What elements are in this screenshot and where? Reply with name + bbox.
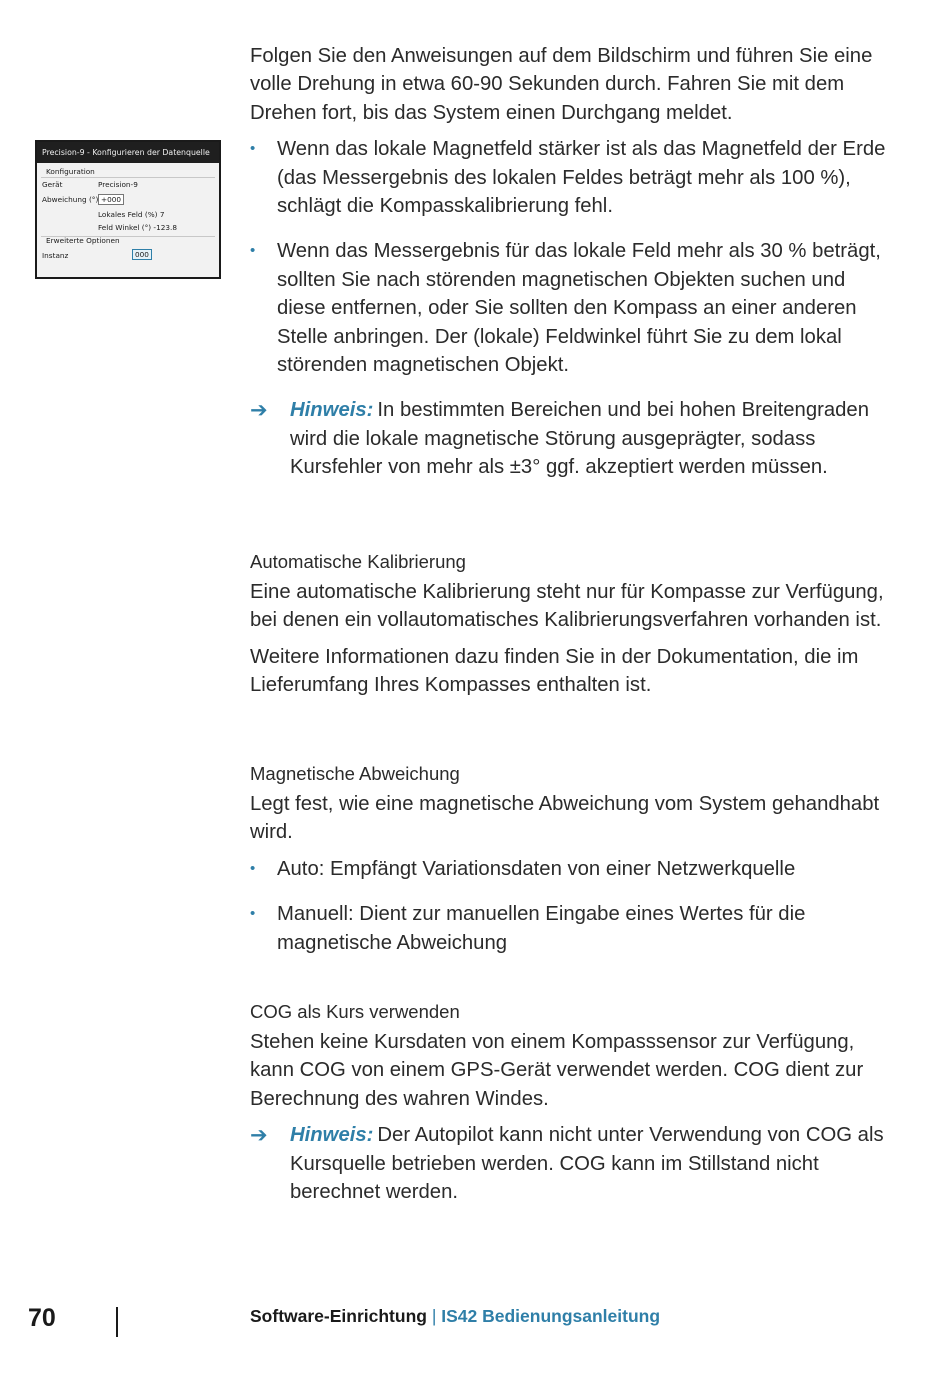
- arrow-right-icon: ➔: [250, 398, 268, 423]
- instance-input[interactable]: 000: [132, 249, 152, 260]
- list-item: • Wenn das lokale Magnetfeld stärker ist als das Magnetfeld der Erde (das Messergebnis des lokalen Feldes beträgt mehr als 100 %), schlägt die Kompasskalibrierung fehl.: [250, 135, 898, 220]
- auto-cal-paragraph-1: Eine automatische Kalibrierung steht nur für Kompasse zur Verfügung, bei denen ein vollautomatisches Kalibrierungsverfahren vorhanden ist.: [250, 581, 884, 632]
- note-block: [250, 1121, 898, 1206]
- local-field-readout: Lokales Feld (%) 7: [98, 210, 165, 219]
- cog-section: [250, 1000, 898, 1214]
- magnetic-variation-section: [250, 762, 898, 974]
- deviation-input[interactable]: +000: [98, 194, 124, 205]
- deviation-label: Abweichung (°): [42, 195, 99, 204]
- instance-label: Instanz: [42, 251, 69, 260]
- auto-calibration-section: [250, 550, 898, 708]
- note-label: Hinweis:: [290, 399, 374, 422]
- intro-paragraph: Folgen Sie den Anweisungen auf dem Bildschirm und führen Sie eine volle Drehung in etwa 60-90 Sekunden durch. Fahren Sie mit dem Drehen fort, bis das System einen Durchgang meldet.: [250, 45, 873, 124]
- dialog-divider: [41, 177, 215, 178]
- note-label: Hinweis:: [290, 1124, 374, 1147]
- dialog-section-configuration: Konfiguration: [46, 167, 95, 176]
- arrow-right-icon: ➔: [250, 1123, 268, 1148]
- footer-divider: [116, 1307, 118, 1337]
- section-heading: Magnetische Abweichung: [250, 763, 460, 784]
- page-number: 70: [28, 1304, 56, 1332]
- cog-paragraph: Stehen keine Kursdaten von einem Kompasssensor zur Verfügung, kann COG von einem GPS-Gerät verwendet werden. COG dient zur Berechnung des wahren Windes.: [250, 1031, 864, 1110]
- device-value: Precision-9: [98, 180, 138, 189]
- note-block: [250, 396, 898, 481]
- note-text: Der Autopilot kann nicht unter Verwendung von COG als Kursquelle betrieben werden. COG kann im Stillstand nicht berechnet werden.: [290, 1124, 884, 1204]
- section-heading: COG als Kurs verwenden: [250, 1001, 460, 1022]
- config-dialog-screenshot: [35, 140, 221, 279]
- mag-var-bullet-list: [250, 855, 898, 957]
- intro-section: [250, 42, 898, 490]
- list-item: • Auto: Empfängt Variationsdaten von einer Netzwerkquelle: [250, 855, 898, 883]
- device-label: Gerät: [42, 180, 63, 189]
- footer-separator: |: [431, 1306, 437, 1326]
- dialog-section-advanced: Erweiterte Optionen: [46, 236, 120, 245]
- footer-chapter: Software-Einrichtung: [250, 1306, 427, 1326]
- auto-cal-paragraph-2: Weitere Informationen dazu finden Sie in der Dokumentation, die im Lieferumfang Ihres Kompasses enthalten ist.: [250, 645, 859, 697]
- section-heading: Automatische Kalibrierung: [250, 551, 466, 572]
- list-item: • Manuell: Dient zur manuellen Eingabe eines Wertes für die magnetische Abweichung: [250, 900, 898, 957]
- field-angle-readout: Feld Winkel (°) -123.8: [98, 223, 177, 232]
- intro-bullet-list: [250, 135, 898, 379]
- note-text: In bestimmten Bereichen und bei hohen Breitengraden wird die lokale magnetische Störung ausgeprägter, sodass Kursfehler von mehr als ±3° ggf. akzeptiert werden müssen.: [290, 399, 869, 479]
- mag-var-paragraph: Legt fest, wie eine magnetische Abweichung vom System gehandhabt wird.: [250, 793, 880, 844]
- list-item: • Wenn das Messergebnis für das lokale Feld mehr als 30 % beträgt, sollten Sie nach störenden magnetischen Objekten suchen und diese entfernen, oder Sie sollten den Kompass an einer anderen Stelle anbringen. Der (lokale) Feldwinkel führt Sie zu dem lokal störenden magnetischen Objekt.: [250, 237, 898, 379]
- dialog-title: Precision-9 - Konfigurieren der Datenquelle: [37, 142, 219, 163]
- footer-manual-name: IS42 Bedienungsanleitung: [441, 1306, 661, 1326]
- footer-title: [250, 1306, 660, 1327]
